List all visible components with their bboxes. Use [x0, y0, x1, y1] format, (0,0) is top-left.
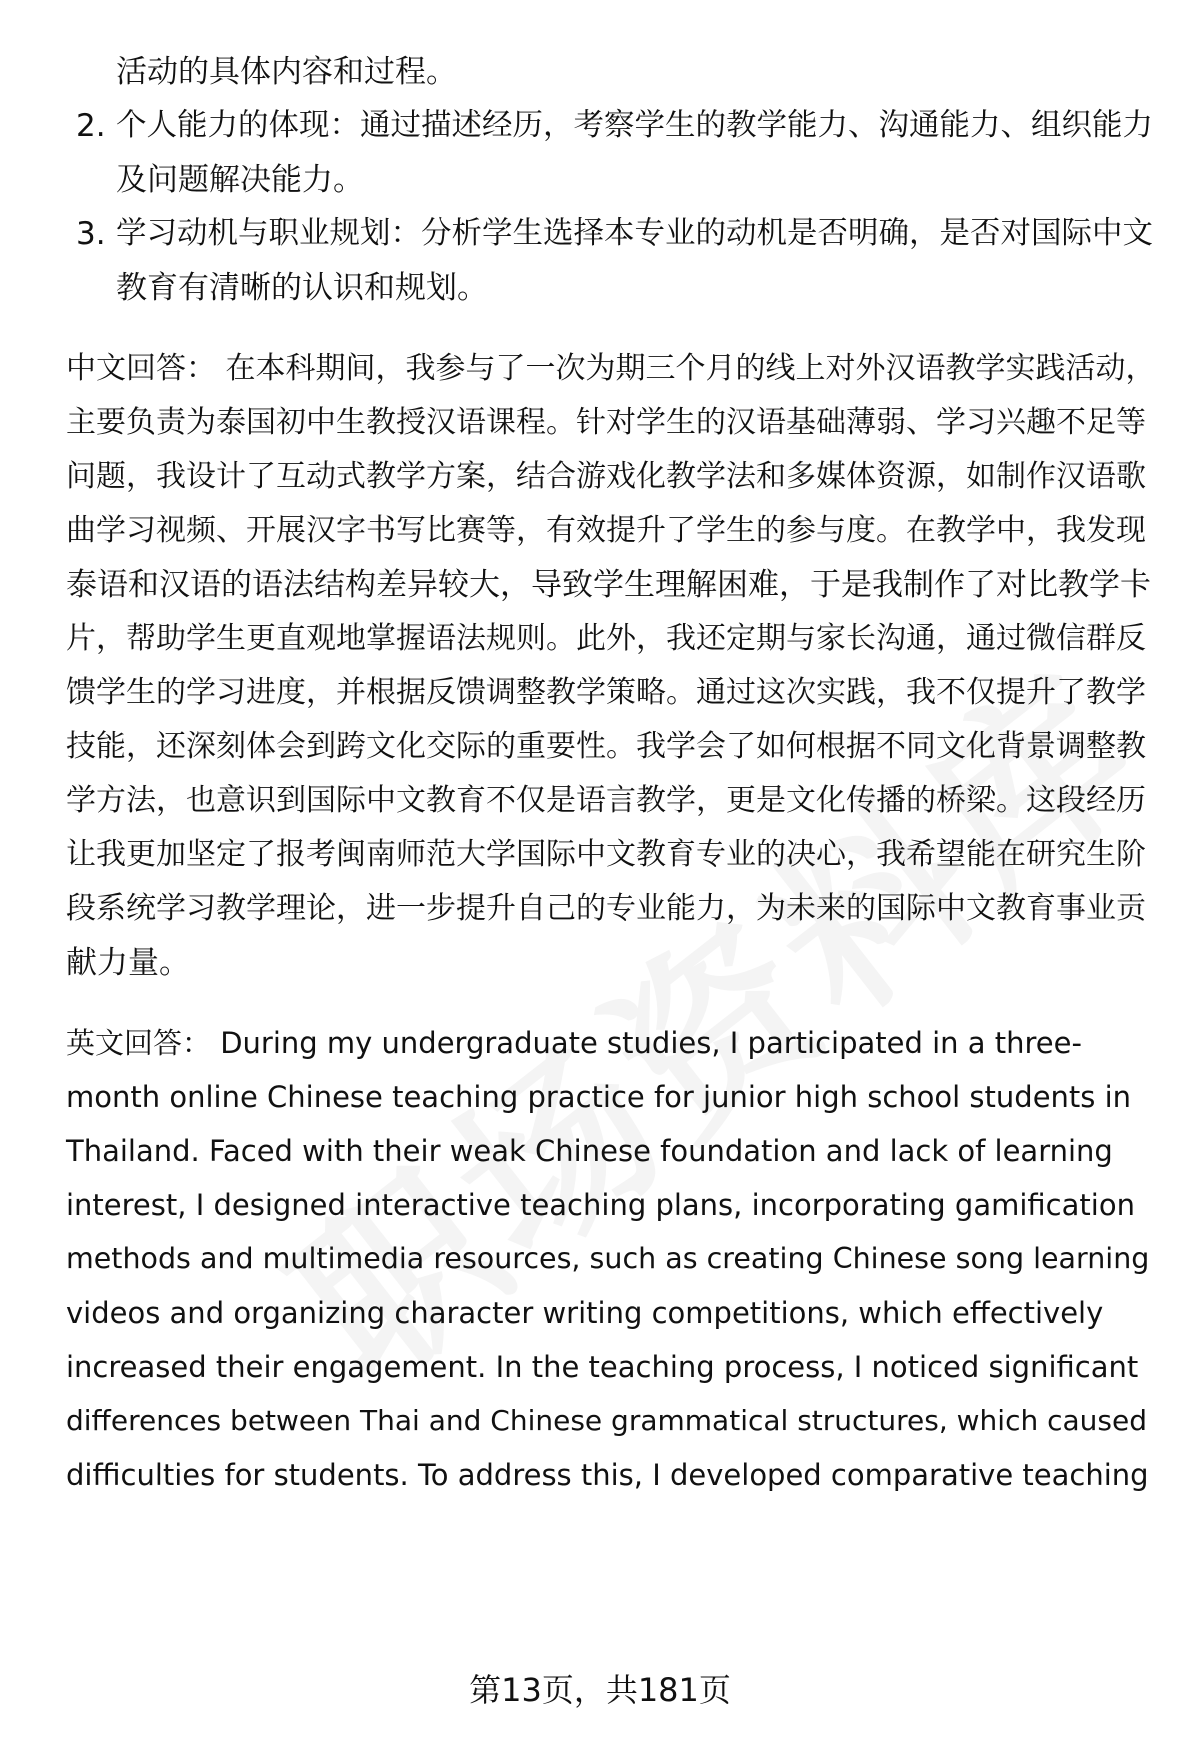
- chinese-answer-line: 问题，我设计了互动式教学方案，结合游戏化教学法和多媒体资源，如制作汉语歌: [66, 459, 1146, 494]
- page-number: 第13页，共181页: [469, 1671, 731, 1709]
- chinese-answer-line: 献力量。: [66, 945, 190, 981]
- list-item-2-number: 2.: [76, 108, 106, 144]
- chinese-answer-line: 中文回答： 在本科期间，我参与了一次为期三个月的线上对外汉语教学实践活动，: [66, 351, 1156, 386]
- chinese-answer-line: 段系统学习教学理论，进一步提升自己的专业能力，为未来的国际中文教育事业贡: [66, 891, 1146, 926]
- list-item-2-line-1: 个人能力的体现：通过描述经历，考察学生的教学能力、沟通能力、组织能力: [116, 108, 1153, 143]
- list-item-3-number: 3.: [76, 216, 106, 252]
- english-answer-line: differences between Thai and Chinese grammatical structures, which caused: [66, 1404, 1148, 1437]
- chinese-answer-line: 片，帮助学生更直观地掌握语法规则。此外，我还定期与家长沟通，通过微信群反: [66, 621, 1146, 656]
- english-answer-line: videos and organizing character writing competitions, which effectively: [66, 1296, 1104, 1330]
- english-answer-line: difficulties for students. To address this, I developed comparative teaching: [66, 1458, 1149, 1492]
- english-answer-line: 英文回答： During my undergraduate studies, I participated in a three-: [66, 1026, 1082, 1060]
- english-answer-line: interest, I designed interactive teaching plans, incorporating gamification: [66, 1188, 1135, 1222]
- chinese-answer-line: 曲学习视频、开展汉字书写比赛等，有效提升了学生的参与度。在教学中，我发现: [66, 513, 1146, 548]
- chinese-answer-line: 馈学生的学习进度，并根据反馈调整教学策略。通过这次实践，我不仅提升了教学: [66, 675, 1146, 710]
- english-answer-line: increased their engagement. In the teaching process, I noticed significant: [66, 1350, 1139, 1384]
- chinese-answer-line: 主要负责为泰国初中生教授汉语课程。针对学生的汉语基础薄弱、学习兴趣不足等: [66, 405, 1146, 440]
- list-item-3-line-1: 学习动机与职业规划：分析学生选择本专业的动机是否明确，是否对国际中文: [116, 216, 1153, 251]
- list-item-3-line-2: 教育有清晰的认识和规划。: [116, 270, 488, 306]
- chinese-answer-line: 技能，还深刻体会到跨文化交际的重要性。我学会了如何根据不同文化背景调整教: [66, 729, 1146, 764]
- english-answer-line: methods and multimedia resources, such as creating Chinese song learning: [66, 1242, 1150, 1275]
- chinese-answer-line: 学方法，也意识到国际中文教育不仅是语言教学，更是文化传播的桥梁。这段经历: [66, 783, 1146, 818]
- chinese-answer-line: 让我更加坚定了报考闽南师范大学国际中文教育专业的决心，我希望能在研究生阶: [66, 837, 1146, 872]
- list-item-1-continuation: 活动的具体内容和过程。: [116, 54, 457, 90]
- chinese-answer-line: 泰语和汉语的语法结构差异较大，导致学生理解困难，于是我制作了对比教学卡: [66, 567, 1151, 603]
- list-item-2-line-2: 及问题解决能力。: [116, 162, 364, 198]
- english-answer-line: Thailand. Faced with their weak Chinese foundation and lack of learning: [66, 1134, 1113, 1168]
- english-answer-line: month online Chinese teaching practice for junior high school students in: [66, 1080, 1132, 1114]
